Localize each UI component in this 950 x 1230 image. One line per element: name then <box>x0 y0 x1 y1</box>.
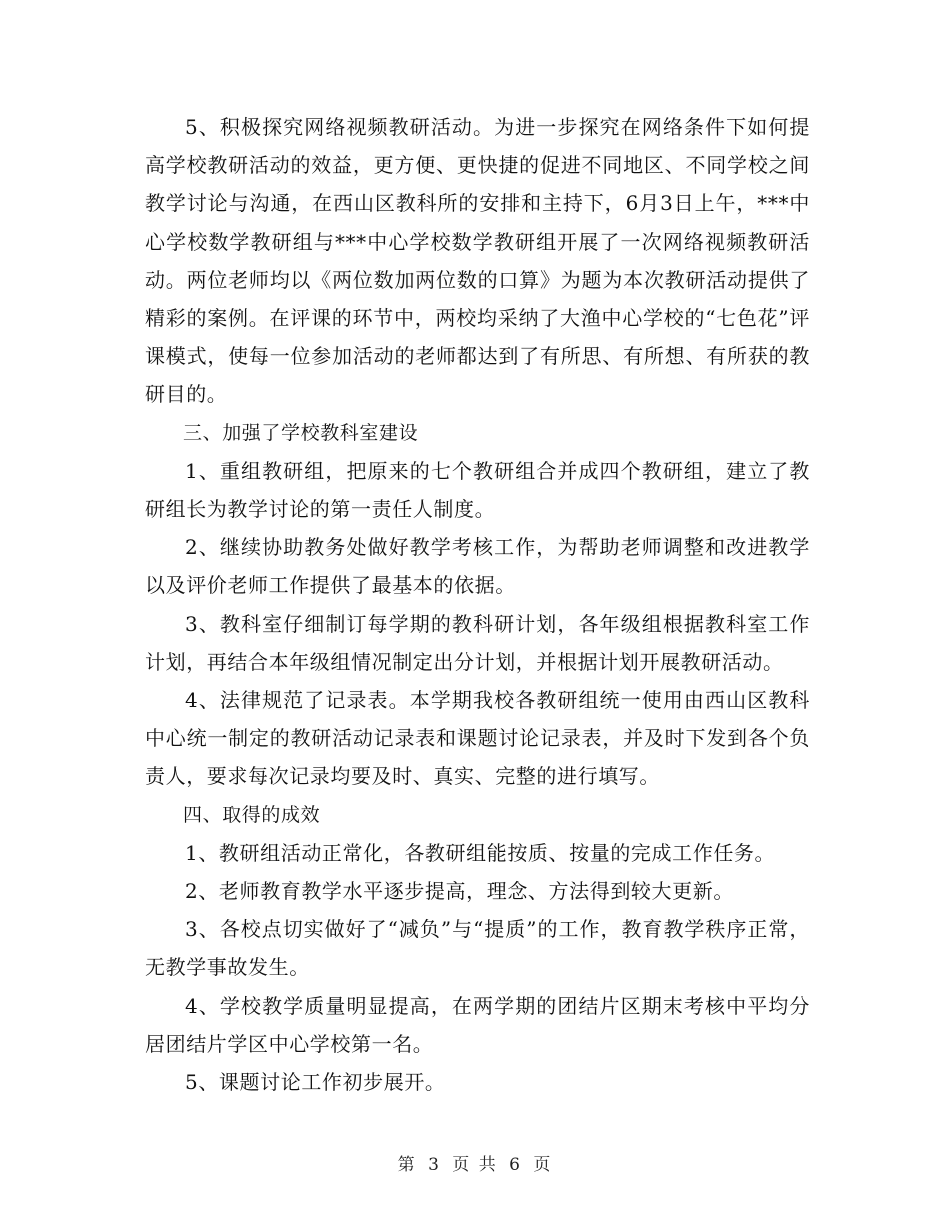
footer-current-page: 3 <box>428 1155 441 1175</box>
paragraph-record-forms: 4、法律规范了记录表。本学期我校各教研组统一使用由西山区教科中心统一制定的教研活动记录表和课题讨论记录表，并及时下发到各个负责人，要求每次记录均要及时、真实、完整的进行填写。 <box>145 688 810 789</box>
footer-prefix: 第 <box>397 1155 417 1175</box>
document-body <box>145 108 810 1101</box>
footer-suffix: 页 <box>533 1155 553 1175</box>
section-heading-teaching-office: 三、加强了学校教科室建设 <box>183 421 419 444</box>
paragraph-online-video-research: 5、积极探究网络视频教研活动。为进一步探究在网络条件下如何提高学校教研活动的效益，更方便、更快捷的促进不同地区、不同学校之间教学讨论与沟通，在西山区教科所的安排和主持下，6月3日上午，***中心学校数学教研组与***中心学校数学教研组开展了一次网络视频教研活动。两位老师均以《两位数加两位数的口算》为题为本次教研活动提供了精彩的案例。在评课的环节中，两校均采纳了大渔中心学校的“七色花”评课模式，使每一位参加活动的老师都达到了有所思、有所想、有所获的教研目的。 <box>145 115 810 407</box>
section-heading-achievements: 四、取得的成效 <box>183 803 321 826</box>
footer-total-pages: 6 <box>509 1155 522 1175</box>
paragraph-achievement-2: 2、老师教育教学水平逐步提高，理念、方法得到较大更新。 <box>185 879 734 904</box>
paragraph-achievement-3: 3、各校点切实做好了“减负”与“提质”的工作，教育教学秩序正常，无教学事故发生。 <box>145 917 810 980</box>
page-number-footer <box>0 1150 950 1175</box>
paragraph-research-plan: 3、教科室仔细制订每学期的教科研计划，各年级组根据教科室工作计划，再结合本年级组情况制定出分计划，并根据计划开展教研活动。 <box>145 611 810 674</box>
paragraph-assessment-work: 2、继续协助教务处做好教学考核工作，为帮助老师调整和改进教学以及评价老师工作提供了最基本的依据。 <box>145 535 810 598</box>
paragraph-achievement-1: 1、教研组活动正常化，各教研组能按质、按量的完成工作任务。 <box>185 840 776 865</box>
paragraph-achievement-4: 4、学校教学质量明显提高，在两学期的团结片区期末考核中平均分居团结片学区中心学校第一名。 <box>145 993 810 1056</box>
paragraph-achievement-5: 5、课题讨论工作初步展开。 <box>185 1070 446 1095</box>
footer-middle: 页 共 <box>452 1155 498 1175</box>
paragraph-reorganize-groups: 1、重组教研组，把原来的七个教研组合并成四个教研组，建立了教研组长为教学讨论的第一责任人制度。 <box>145 458 810 522</box>
